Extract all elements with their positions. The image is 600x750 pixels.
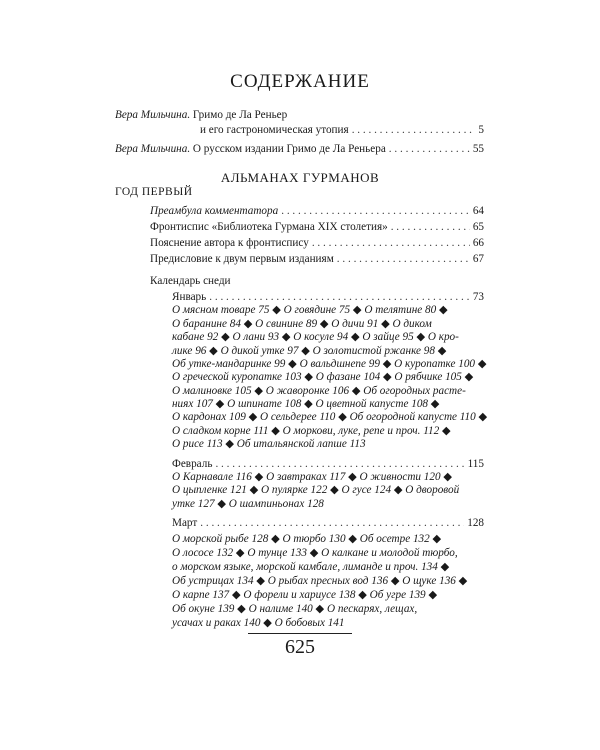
- leader-dots: [209, 290, 470, 304]
- leader-dots: [215, 457, 464, 471]
- intro-entry-2-title: О русском издании Гримо де Ла Реньера: [190, 143, 386, 155]
- leader-dots: [312, 236, 470, 250]
- front-entry-4-page: 67: [472, 253, 484, 265]
- intro-entry-1-page: 5: [478, 124, 484, 136]
- intro-entry-1-title: Гримо де Ла Реньер: [190, 109, 288, 121]
- intro-entry-1-author: Вера Мильчина.: [115, 109, 191, 121]
- january-line-1: О мясном товаре 75 ◆ О говядине 75 ◆ О телятине 80 ◆: [172, 304, 448, 317]
- january-line-6: О греческой куропатке 103 ◆ О фазане 104 ◆ О рябчике 105 ◆: [172, 371, 474, 384]
- january-line-10: О сладком корне 111 ◆ О моркови, луке, репе и проч. 112 ◆: [172, 424, 451, 437]
- intro-entry-1-subtitle: и его гастрономическая утопия: [200, 124, 349, 136]
- intro-entry-2-author: Вера Мильчина.: [115, 143, 191, 155]
- march-line-5: О карпе 137 ◆ О форели и хариусе 138 ◆ Об угре 139 ◆: [172, 589, 438, 601]
- front-entry-3: [150, 236, 484, 250]
- leader-dots: [337, 252, 470, 266]
- intro-entry-2: [115, 142, 484, 156]
- leader-dots: [391, 220, 470, 234]
- month-march-page: 128: [467, 517, 484, 529]
- front-entry-4: [150, 252, 484, 266]
- front-entry-4-title: Предисловие к двум первым изданиям: [150, 253, 334, 265]
- january-line-11: О рисе 113 ◆ Об итальянской лапше 113: [172, 438, 366, 451]
- page-number: 625: [285, 636, 315, 658]
- calendar-heading: Календарь снеди: [150, 275, 231, 287]
- february-line-1: О Карнавале 116 ◆ О завтраках 117 ◆ О живности 120 ◆: [172, 470, 452, 483]
- leader-dots: [389, 142, 470, 156]
- march-line-6: Об окуне 139 ◆ О налиме 140 ◆ О пескарях, лещах,: [172, 603, 418, 615]
- front-entry-2-page: 65: [472, 221, 484, 233]
- front-entry-1: [150, 204, 484, 218]
- month-february-page: 115: [467, 457, 484, 470]
- january-line-2: О баранине 84 ◆ О свинине 89 ◆ О дичи 91 ◆ О диком: [172, 317, 432, 330]
- march-line-1: О морской рыбе 128 ◆ О тюрбо 130 ◆ Об осетре 132 ◆: [172, 533, 442, 545]
- month-march-name: Март: [172, 517, 198, 529]
- february-line-3: утке 127 ◆ О шампиньонах 128: [172, 497, 324, 510]
- february-line-2: О цыпленке 121 ◆ О пулярке 122 ◆ О гусе 124 ◆ О дворовой: [172, 484, 460, 497]
- year-heading: ГОД ПЕРВЫЙ: [115, 186, 193, 198]
- january-line-8: ниях 107 ◆ О шпинате 108 ◆ О цветной капусте 108 ◆: [172, 398, 440, 410]
- front-entry-1-title: Преамбула комментатора: [150, 205, 279, 217]
- front-entry-2: [150, 220, 484, 234]
- january-line-9: О кардонах 109 ◆ О сельдерее 110 ◆ Об огородной капусте 110 ◆: [172, 411, 488, 424]
- march-line-4: Об устрицах 134 ◆ О рыбах пресных вод 136 ◆ О щуке 136 ◆: [172, 575, 468, 587]
- front-entry-1-page: 64: [472, 205, 484, 217]
- january-line-4: лике 96 ◆ О дикой утке 97 ◆ О золотистой ржанке 98 ◆: [172, 344, 447, 357]
- january-line-5: Об утке-мандаринке 99 ◆ О вальдшнепе 99 ◆ О куропатке 100 ◆: [172, 357, 487, 370]
- leader-dots: [200, 516, 464, 530]
- intro-entry-1-line-1: [115, 108, 287, 122]
- march-line-7: усачах и раках 140 ◆ О бобовых 141: [172, 617, 345, 629]
- front-entry-2-title: Фронтиспис «Библиотека Гурмана XIX столетия»: [150, 221, 388, 233]
- page-title: СОДЕРЖАНИЕ: [230, 71, 370, 92]
- front-entry-3-title: Пояснение автора к фронтиспису: [150, 237, 309, 249]
- leader-dots: [281, 204, 470, 218]
- intro-entry-1-line-2: [200, 123, 484, 137]
- footer-rule: [248, 633, 352, 634]
- march-line-2: О лососе 132 ◆ О тунце 133 ◆ О калкане и молодой тюрбо,: [172, 547, 458, 559]
- month-february-name: Февраль: [172, 457, 213, 470]
- month-january-page: 73: [472, 291, 484, 303]
- month-january-name: Январь: [172, 291, 207, 303]
- month-february: [172, 457, 484, 471]
- month-march: [172, 516, 484, 530]
- intro-entry-2-page: 55: [472, 143, 484, 155]
- january-line-7: О малиновке 105 ◆ О жаворонке 106 ◆ Об огородных расте-: [172, 384, 466, 397]
- march-line-3: о морском языке, морской камбале, лиманде и проч. 134 ◆: [172, 561, 450, 573]
- almanac-heading: АЛЬМАНАХ ГУРМАНОВ: [220, 170, 380, 185]
- month-january: [172, 290, 484, 304]
- leader-dots: [352, 123, 476, 137]
- january-line-3: кабане 92 ◆ О лани 93 ◆ О косуле 94 ◆ О зайце 95 ◆ О кро-: [172, 331, 459, 344]
- front-entry-3-page: 66: [472, 237, 484, 249]
